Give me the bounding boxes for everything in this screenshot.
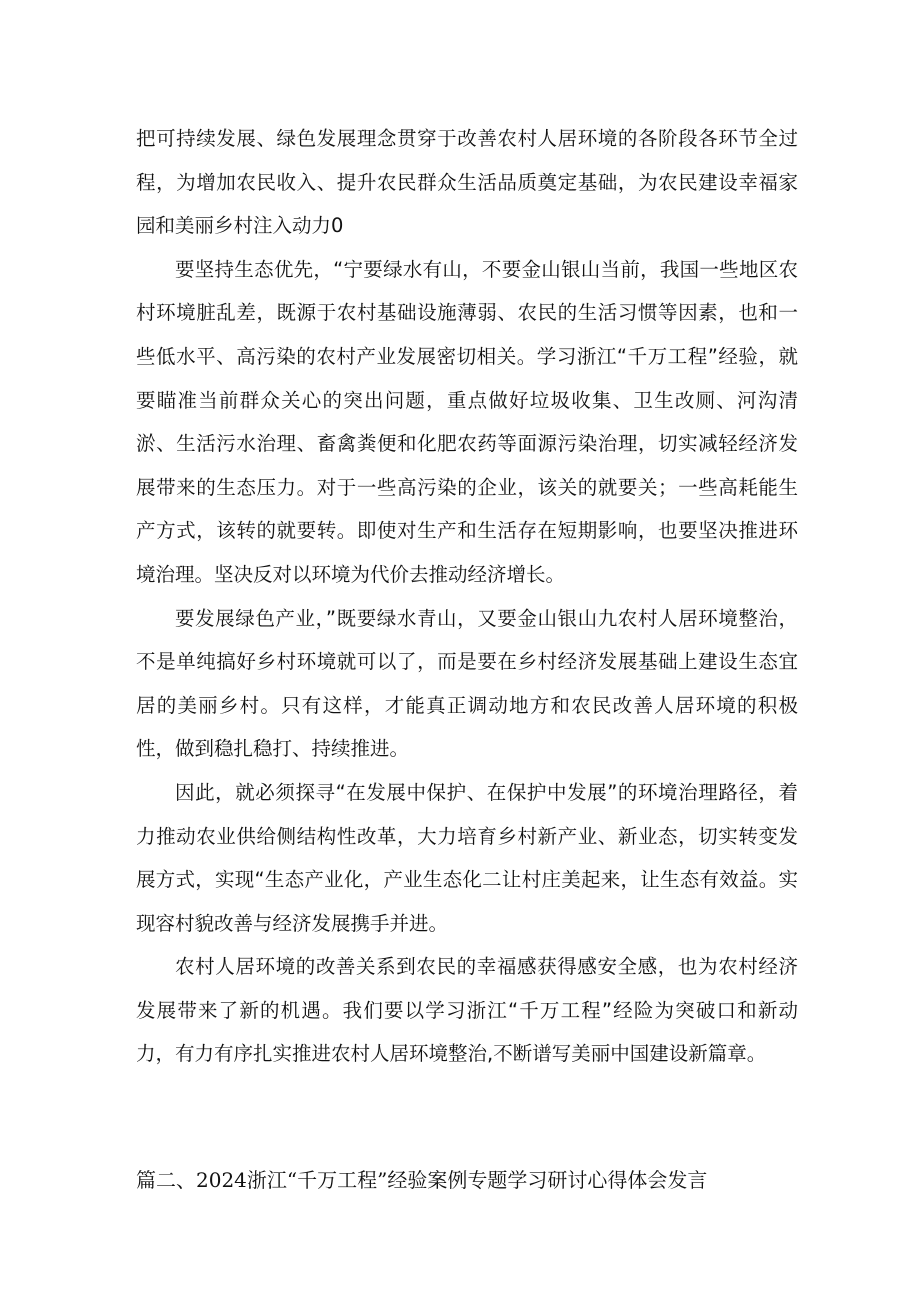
paragraph-2: 要坚持生态优先，“宁要绿水有山，不要金山银山当前，我国一些地区农村环境脏乱差，既源于农村基础设施薄弱、农民的生活习惯等因素，也和一些低水平、高污染的农村产业发展密切相关。学习浙江“千万工程”经验，就要瞄准当前群众关心的突出问题，重点做好垃圾收集、卫生改厕、河沟清淤、生活污水治理、畜禽粪便和化肥农药等面源污染治理，切实减轻经济发展带来的生态压力。对于一些高污染的企业，该关的就要关；一些高耗能生产方式，该转的就要转。即使对生产和生活存在短期影响，也要坚决推进环境治理。坚决反对以环境为代价去推动经济增长。 <box>136 257 798 586</box>
paragraph-1: 把可持续发展、绿色发展理念贯穿于改善农村人居环境的各阶段各环节全过程，为增加农民收入、提升农民群众生活品质奠定基础，为农民建设幸福家园和美丽乡村注入动力0 <box>136 127 798 238</box>
section-heading: 篇二、2024浙江“千万工程”经验案例专题学习研讨心得体会发言 <box>136 1168 708 1192</box>
document-body <box>136 117 798 1076</box>
paragraph-3: 要发展绿色产业，”既要绿水青山，又要金山银山九农村人居环境整治，不是单纯搞好乡村环境就可以了，而是要在乡村经济发展基础上建设生态宜居的美丽乡村。只有这样，才能真正调动地方和农民改善人居环境的积极性，做到稳扎稳打、持续推进。 <box>136 606 798 761</box>
paragraph-4: 因此，就必须探寻“在发展中保护、在保护中发展”的环境治理路径，着力推动农业供给侧结构性改革，大力培育乡村新产业、新业态，切实转变发展方式，实现“生态产业化，产业生态化二让村庄美起来，让生态有效益。实现容村貌改善与经济发展携手并进。 <box>136 780 798 935</box>
paragraph-5: 农村人居环境的改善关系到农民的幸福感获得感安全感，也为农村经济发展带来了新的机遇。我们要以学习浙江“千万工程”经险为突破口和新动力，有力有序扎实推进农村人居环境整治,不断谱写美丽中国建设新篇章。 <box>136 955 798 1066</box>
